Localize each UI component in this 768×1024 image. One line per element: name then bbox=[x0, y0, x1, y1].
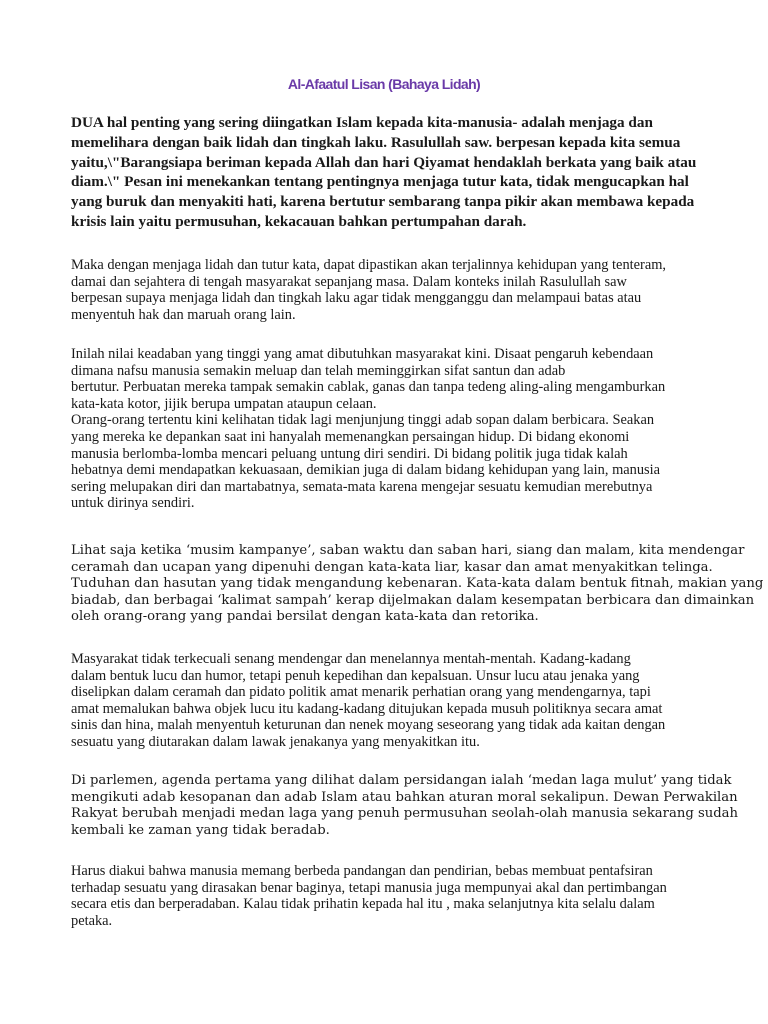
text-line: dimana nafsu manusia semakin meluap dan telah meminggirkan sifat santun dan adab bbox=[71, 362, 566, 379]
text-line: yang buruk dan menyakiti hati, karena bertutur sembarang tanpa pikir akan membawa kepada bbox=[71, 193, 695, 211]
paragraph-4 bbox=[71, 651, 711, 751]
text-line: petaka. bbox=[71, 912, 113, 929]
text-line: Inilah nilai keadaban yang tinggi yang amat dibutuhkan masyarakat kini. Disaat pengaruh kebendaan bbox=[71, 346, 654, 362]
text-line: DUA hal penting yang sering diingatkan Islam kepada kita-manusia- adalah menjaga dan bbox=[71, 114, 653, 131]
text-line: hebatnya demi mendapatkan kekuasaan, demikian juga di dalam bidang kehidupan yang lain, manusia bbox=[71, 462, 661, 479]
text-line: amat memalukan bahwa objek lucu itu kadang-kadang ditujukan kepada musuh politiknya secara amat bbox=[71, 700, 663, 717]
paragraph-1 bbox=[71, 257, 711, 323]
text-line: ceramah dan ucapan yang dipenuhi dengan kata-kata liar, kasar dan amat menyakitkan telinga. bbox=[71, 559, 713, 575]
text-line: oleh orang-orang yang pandai bersilat dengan kata-kata dan retorika. bbox=[71, 609, 539, 625]
paragraph-2 bbox=[71, 346, 711, 512]
text-line: Masyarakat tidak terkecuali senang mendengar dan menelannya mentah-mentah. Kadang-kadang bbox=[71, 651, 631, 667]
text-line: Di parlemen, agenda pertama yang dilihat dalam persidangan ialah ‘medan laga mulut’ yang tidak bbox=[71, 773, 732, 788]
text-line: manusia berlomba-lomba mencari peluang untung diri sendiri. Di bidang politik juga tidak kalah bbox=[71, 445, 628, 462]
text-line: biadab, dan berbagai ‘kalimat sampah’ kerap dijelmakan dalam kesempatan berbicara dan dimainkan bbox=[71, 592, 755, 608]
text-line: Rakyat berubah menjadi medan laga yang penuh permusuhan seolah-olah manusia sekarang sudah bbox=[71, 806, 739, 822]
text-line: diam.\" Pesan ini menekankan tentang pentingnya menjaga tutur kata, tidak mengucapkan hal bbox=[71, 173, 689, 191]
text-line: Tuduhan dan hasutan yang tidak mengandung kebenaran. Kata-kata dalam bentuk fitnah, makian yang bbox=[71, 576, 764, 592]
text-line: Orang-orang tertentu kini kelihatan tidak lagi menjunjung tinggi adab sopan dalam berbicara. Seakan bbox=[71, 412, 655, 429]
page-title: Al-Afaatul Lisan (Bahaya Lidah) bbox=[287, 76, 481, 92]
text-line: sering melupakan diri dan martabatnya, semata-mata karena mengejar sesuatu kemudian merebutnya bbox=[71, 478, 653, 495]
text-line: krisis lain yaitu permusuhan, kekacauan bahkan pertumpahan darah. bbox=[71, 212, 527, 230]
text-line: Lihat saja ketika ‘musim kampanye’, saban waktu dan saban hari, siang dan malam, kita mendengar bbox=[71, 543, 745, 558]
text-line: memelihara dengan baik lidah dan tingkah laku. Rasulullah saw. berpesan kepada kita semua bbox=[71, 133, 681, 151]
text-line: Harus diakui bahwa manusia memang berbeda pandangan dan pendirian, bebas membuat pentafsiran bbox=[71, 863, 653, 879]
text-line: sinis dan hina, malah menyentuh keturunan dan nenek moyang seseorang yang tidak ada kaitan dengan bbox=[71, 717, 666, 734]
text-line: sesuatu yang diutarakan dalam lawak jenakanya yang menyakitkan itu. bbox=[71, 733, 480, 750]
text-line: yang mereka ke depankan saat ini hanyalah memenangkan persaingan hidup. Di bidang ekonomi bbox=[71, 428, 630, 445]
paragraph-3 bbox=[71, 543, 764, 626]
text-line: yaitu,\"Barangsiapa beriman kepada Allah dan hari Qiyamat hendaklah berkata yang baik atau bbox=[71, 153, 697, 171]
text-line: mengikuti adab kesopanan dan adab Islam atau bahkan aturan moral sekalipun. Dewan Perwakilan bbox=[71, 789, 738, 805]
text-line: bertutur. Perbuatan mereka tampak semakin cablak, ganas dan tanpa tedeng aling-aling mengamburkan bbox=[71, 379, 666, 396]
text-line: untuk dirinya sendiri. bbox=[71, 495, 195, 512]
text-line: menyentuh hak dan maruah orang lain. bbox=[71, 306, 296, 323]
text-line: berpesan supaya menjaga lidah dan tingkah laku agar tidak mengganggu dan melampaui batas atau bbox=[71, 290, 642, 307]
text-line: diselipkan dalam ceramah dan pidato politik amat menarik perhatian orang yang mendengarnya, tapi bbox=[71, 684, 651, 701]
text-line: secara etis dan berperadaban. Kalau tidak prihatin kepada hal itu , maka selanjutnya kita selalu dalam bbox=[71, 896, 655, 913]
text-line: kata-kata kotor, jijik berupa umpatan ataupun celaan. bbox=[71, 395, 377, 412]
paragraph-6 bbox=[71, 863, 711, 929]
text-line: Maka dengan menjaga lidah dan tutur kata, dapat dipastikan akan terjalinnya kehidupan yang tenteram, bbox=[71, 257, 666, 273]
lead-paragraph bbox=[71, 113, 711, 232]
paragraph-5 bbox=[71, 773, 739, 839]
text-line: kembali ke zaman yang tidak beradab. bbox=[71, 822, 330, 838]
text-line: dalam bentuk lucu dan humor, tetapi penuh kepedihan dan kepalsuan. Unsur lucu atau jenaka yang bbox=[71, 667, 640, 684]
text-line: damai dan sejahtera di tengah masyarakat sepanjang masa. Dalam konteks inilah Rasulullah saw bbox=[71, 273, 627, 290]
text-line: terhadap sesuatu yang dirasakan benar baginya, tetapi manusia juga mempunyai akal dan pertimbangan bbox=[71, 879, 667, 896]
